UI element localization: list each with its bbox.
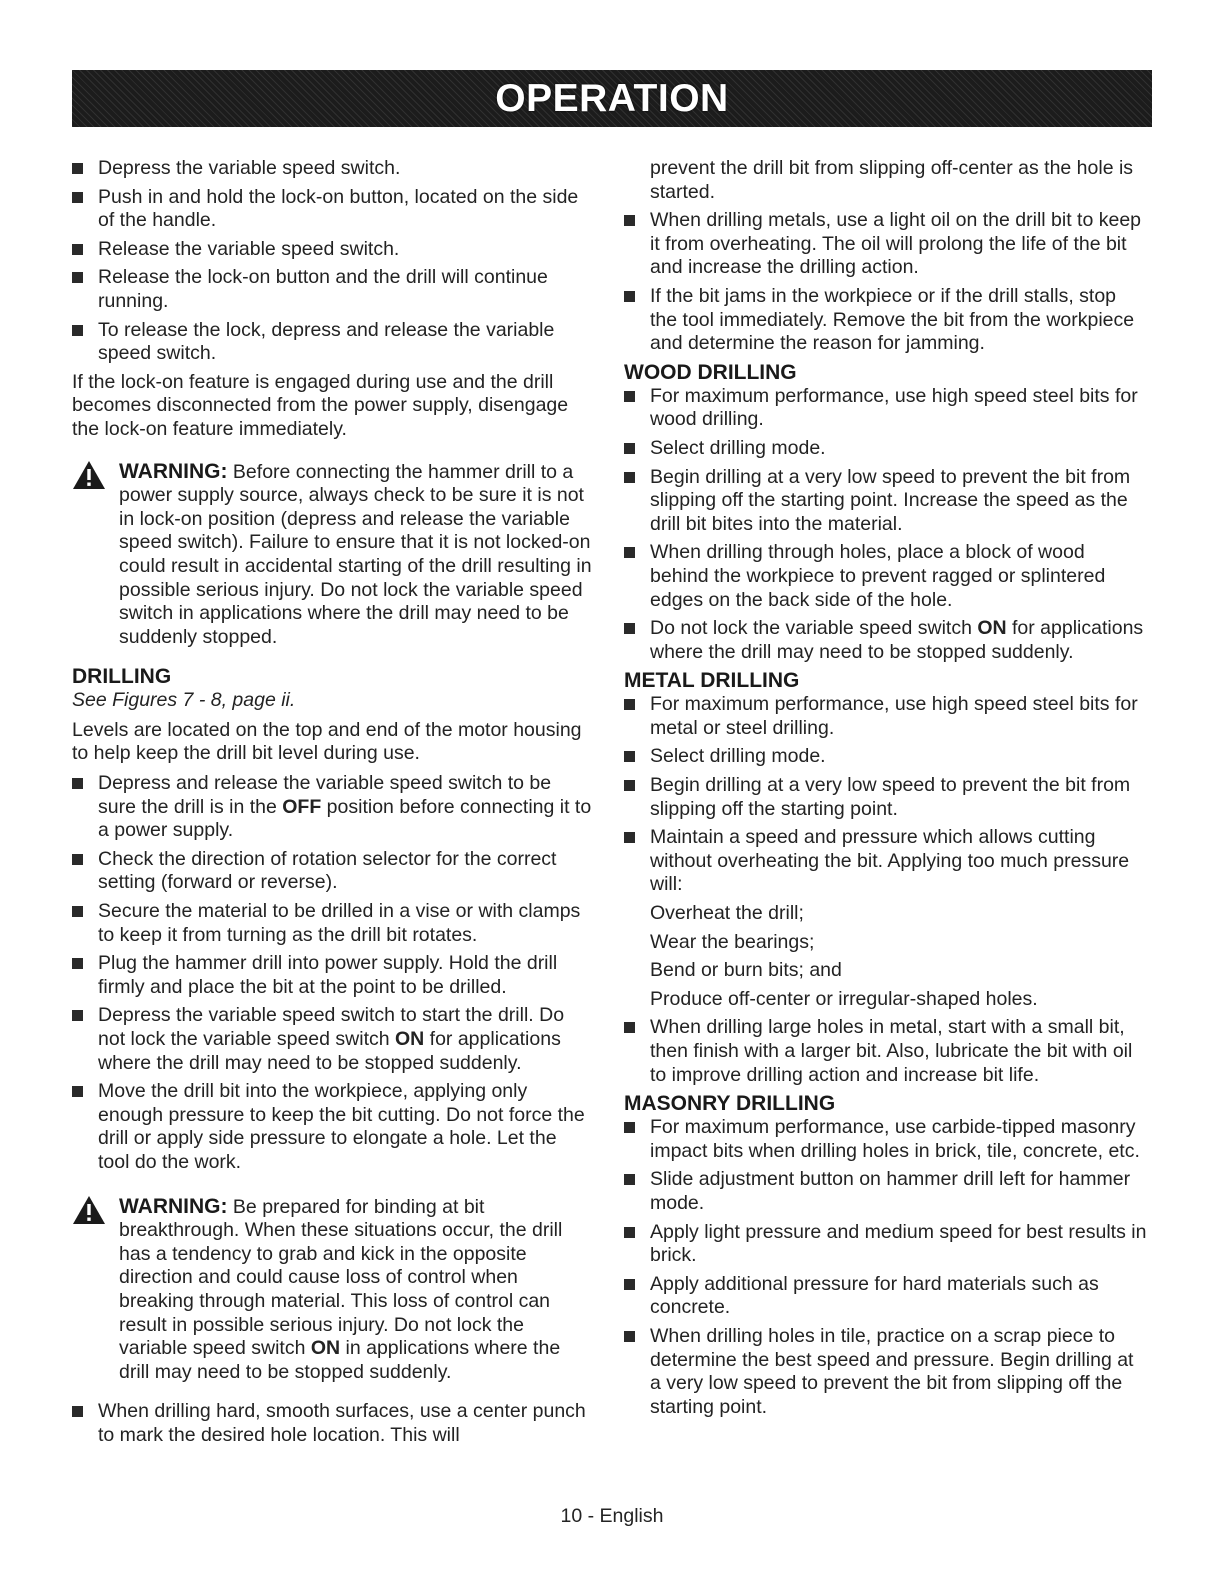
list-item: Apply light pressure and medium speed for best results in brick. bbox=[624, 1221, 1148, 1268]
list-item: Slide adjustment button on hammer drill left for hammer mode. bbox=[624, 1168, 1148, 1215]
list-item: Apply additional pressure for hard materials such as concrete. bbox=[624, 1273, 1148, 1320]
list-item: Wear the bearings; bbox=[650, 930, 815, 953]
square-bullet-icon bbox=[72, 1010, 83, 1021]
list-item: Release the lock-on button and the drill will continue running. bbox=[72, 266, 592, 313]
square-bullet-icon bbox=[72, 192, 83, 203]
page-title: OPERATION bbox=[495, 76, 729, 120]
warning-triangle-icon bbox=[72, 1195, 106, 1225]
square-bullet-icon bbox=[624, 1331, 635, 1342]
square-bullet-icon bbox=[72, 272, 83, 283]
square-bullet-icon bbox=[72, 1406, 83, 1417]
section-heading-wood-drilling: WOOD DRILLING bbox=[624, 360, 797, 384]
section-heading-metal-drilling: METAL DRILLING bbox=[624, 669, 800, 693]
warning-label: WARNING: bbox=[119, 459, 228, 483]
square-bullet-icon bbox=[624, 472, 635, 483]
square-bullet-icon bbox=[72, 778, 83, 789]
figure-reference: See Figures 7 - 8, page ii. bbox=[72, 689, 296, 712]
square-bullet-icon bbox=[72, 325, 83, 336]
square-bullet-icon bbox=[624, 623, 635, 634]
list-item: Depress the variable speed switch. bbox=[72, 157, 592, 181]
square-bullet-icon bbox=[72, 958, 83, 969]
list-item: Begin drilling at a very low speed to prevent the bit from slipping off the starting point. Increase the speed as the drill bit bites into the material. bbox=[624, 466, 1148, 537]
square-bullet-icon bbox=[624, 547, 635, 558]
list-item: When drilling metals, use a light oil on the drill bit to keep it from overheating. The oil will prolong the life of the bit and increase the drilling action. bbox=[624, 209, 1148, 280]
square-bullet-icon bbox=[624, 443, 635, 454]
list-item: When drilling large holes in metal, start with a small bit, then finish with a larger bit. Also, lubricate the bit with oil to improve drilling action and increase bit life. bbox=[624, 1016, 1148, 1087]
list-item: To release the lock, depress and release the variable speed switch. bbox=[72, 319, 592, 366]
warning-label: WARNING: bbox=[119, 1194, 228, 1218]
section-heading-masonry-drilling: MASONRY DRILLING bbox=[624, 1092, 836, 1116]
square-bullet-icon bbox=[624, 832, 635, 843]
list-item: Depress the variable speed switch to start the drill. Do not lock the variable speed switch ON for applications where the drill may need to be stopped suddenly. bbox=[72, 1004, 592, 1075]
warning-block-binding: WARNING: Be prepared for binding at bit breakthrough. When these situations occur, the drill has a tendency to grab and kick in the opposite direction and could cause loss of control when breaking through material. This loss of control can result in possible serious injury. Do not lock the variable speed switch ON in applications where the drill may need to be stopped suddenly. bbox=[72, 1195, 592, 1385]
list-item: Select drilling mode. bbox=[624, 745, 1148, 769]
list-item: Plug the hammer drill into power supply. Hold the drill firmly and place the bit at the point to be drilled. bbox=[72, 952, 592, 999]
list-item: Produce off-center or irregular-shaped holes. bbox=[650, 987, 1038, 1010]
warning-text: Before connecting the hammer drill to a power supply source, always check to be sure it is not in lock-on position (depress and release the variable speed switch). Failure to ensure that it is not locked-on could result in accidental starting of the drill resulting in possible serious injury. Do not lock the variable speed switch in applications where the drill may need to be suddenly stopped. bbox=[119, 460, 592, 648]
list-item: Move the drill bit into the workpiece, applying only enough pressure to keep the bit cutting. Do not force the drill or apply side pressure to elongate a hole. Let the tool do the work. bbox=[72, 1080, 592, 1174]
warning-text: Be prepared for binding at bit breakthrough. When these situations occur, the drill has a tendency to grab and kick in the opposite direction and could cause loss of control when breaking through material. This loss of control can result in possible serious injury. Do not lock the variable speed switch bbox=[119, 1195, 563, 1360]
list-item: Bend or burn bits; and bbox=[650, 959, 842, 982]
drilling-intro: Levels are located on the top and end of the motor housing to help keep the drill bit level during use. bbox=[72, 718, 582, 765]
list-item: Maintain a speed and pressure which allows cutting without overheating the bit. Applying too much pressure will: bbox=[624, 826, 1148, 897]
list-item: For maximum performance, use high speed steel bits for metal or steel drilling. bbox=[624, 693, 1148, 740]
wood-drilling-list bbox=[624, 385, 1148, 665]
list-item: If the bit jams in the workpiece or if the drill stalls, stop the tool immediately. Remove the bit from the workpiece and determine the reason for jamming. bbox=[624, 285, 1148, 356]
square-bullet-icon bbox=[72, 854, 83, 865]
list-item: When drilling hard, smooth surfaces, use a center punch to mark the desired hole location. This will bbox=[72, 1400, 592, 1447]
page-number: 10 - English bbox=[560, 1505, 664, 1527]
lock-on-steps-list bbox=[72, 157, 592, 366]
square-bullet-icon bbox=[624, 1174, 635, 1185]
square-bullet-icon bbox=[624, 780, 635, 791]
square-bullet-icon bbox=[624, 291, 635, 302]
square-bullet-icon bbox=[72, 244, 83, 255]
center-punch-list bbox=[72, 1400, 592, 1447]
lock-on-paragraph: If the lock-on feature is engaged during use and the drill becomes disconnected from the power supply, disengage the lock-on feature immediately. bbox=[72, 370, 569, 440]
square-bullet-icon bbox=[624, 1122, 635, 1133]
drilling-steps-list bbox=[72, 772, 592, 1175]
square-bullet-icon bbox=[72, 163, 83, 174]
list-item: Overheat the drill; bbox=[650, 902, 804, 925]
list-item: When drilling holes in tile, practice on a scrap piece to determine the best speed and pressure. Begin drilling at a very low speed to prevent the bit from slipping off the starting point. bbox=[624, 1325, 1148, 1419]
metal-drilling-list bbox=[624, 693, 1148, 897]
masonry-drilling-list bbox=[624, 1116, 1148, 1419]
square-bullet-icon bbox=[624, 1279, 635, 1290]
list-item: Do not lock the variable speed switch ON for applications where the drill may need to be stopped suddenly. bbox=[624, 617, 1148, 664]
right-column bbox=[624, 157, 1148, 1419]
square-bullet-icon bbox=[624, 215, 635, 226]
square-bullet-icon bbox=[624, 1227, 635, 1238]
square-bullet-icon bbox=[72, 1086, 83, 1097]
list-item: Depress and release the variable speed switch to be sure the drill is in the OFF position before connecting it to a power supply. bbox=[72, 772, 592, 843]
section-banner bbox=[72, 70, 1152, 127]
overpressure-effects-list bbox=[624, 902, 1148, 1011]
list-item: For maximum performance, use high speed steel bits for wood drilling. bbox=[624, 385, 1148, 432]
list-item: Secure the material to be drilled in a vise or with clamps to keep it from turning as the drill bit rotates. bbox=[72, 900, 592, 947]
list-item: Select drilling mode. bbox=[624, 437, 1148, 461]
square-bullet-icon bbox=[624, 699, 635, 710]
continued-text: prevent the drill bit from slipping off-center as the hole is started. bbox=[650, 157, 1134, 203]
list-item: When drilling through holes, place a block of wood behind the workpiece to prevent ragged or splintered edges on the back side of the hole. bbox=[624, 541, 1148, 612]
square-bullet-icon bbox=[624, 391, 635, 402]
section-heading-drilling: DRILLING bbox=[72, 665, 172, 689]
metal-drilling-list-cont bbox=[624, 1016, 1148, 1087]
square-bullet-icon bbox=[624, 751, 635, 762]
square-bullet-icon bbox=[624, 1022, 635, 1033]
warning-block-lock-on bbox=[72, 460, 592, 650]
square-bullet-icon bbox=[72, 906, 83, 917]
list-item: Check the direction of rotation selector for the correct setting (forward or reverse). bbox=[72, 848, 592, 895]
list-item: Begin drilling at a very low speed to prevent the bit from slipping off the starting point. bbox=[624, 774, 1148, 821]
list-item: Release the variable speed switch. bbox=[72, 238, 592, 262]
left-column bbox=[72, 157, 592, 1453]
list-item: For maximum performance, use carbide-tipped masonry impact bits when drilling holes in brick, tile, concrete, etc. bbox=[624, 1116, 1148, 1163]
warning-triangle-icon bbox=[72, 460, 106, 490]
list-item: Push in and hold the lock-on button, located on the side of the handle. bbox=[72, 186, 592, 233]
general-tips-list bbox=[624, 209, 1148, 356]
